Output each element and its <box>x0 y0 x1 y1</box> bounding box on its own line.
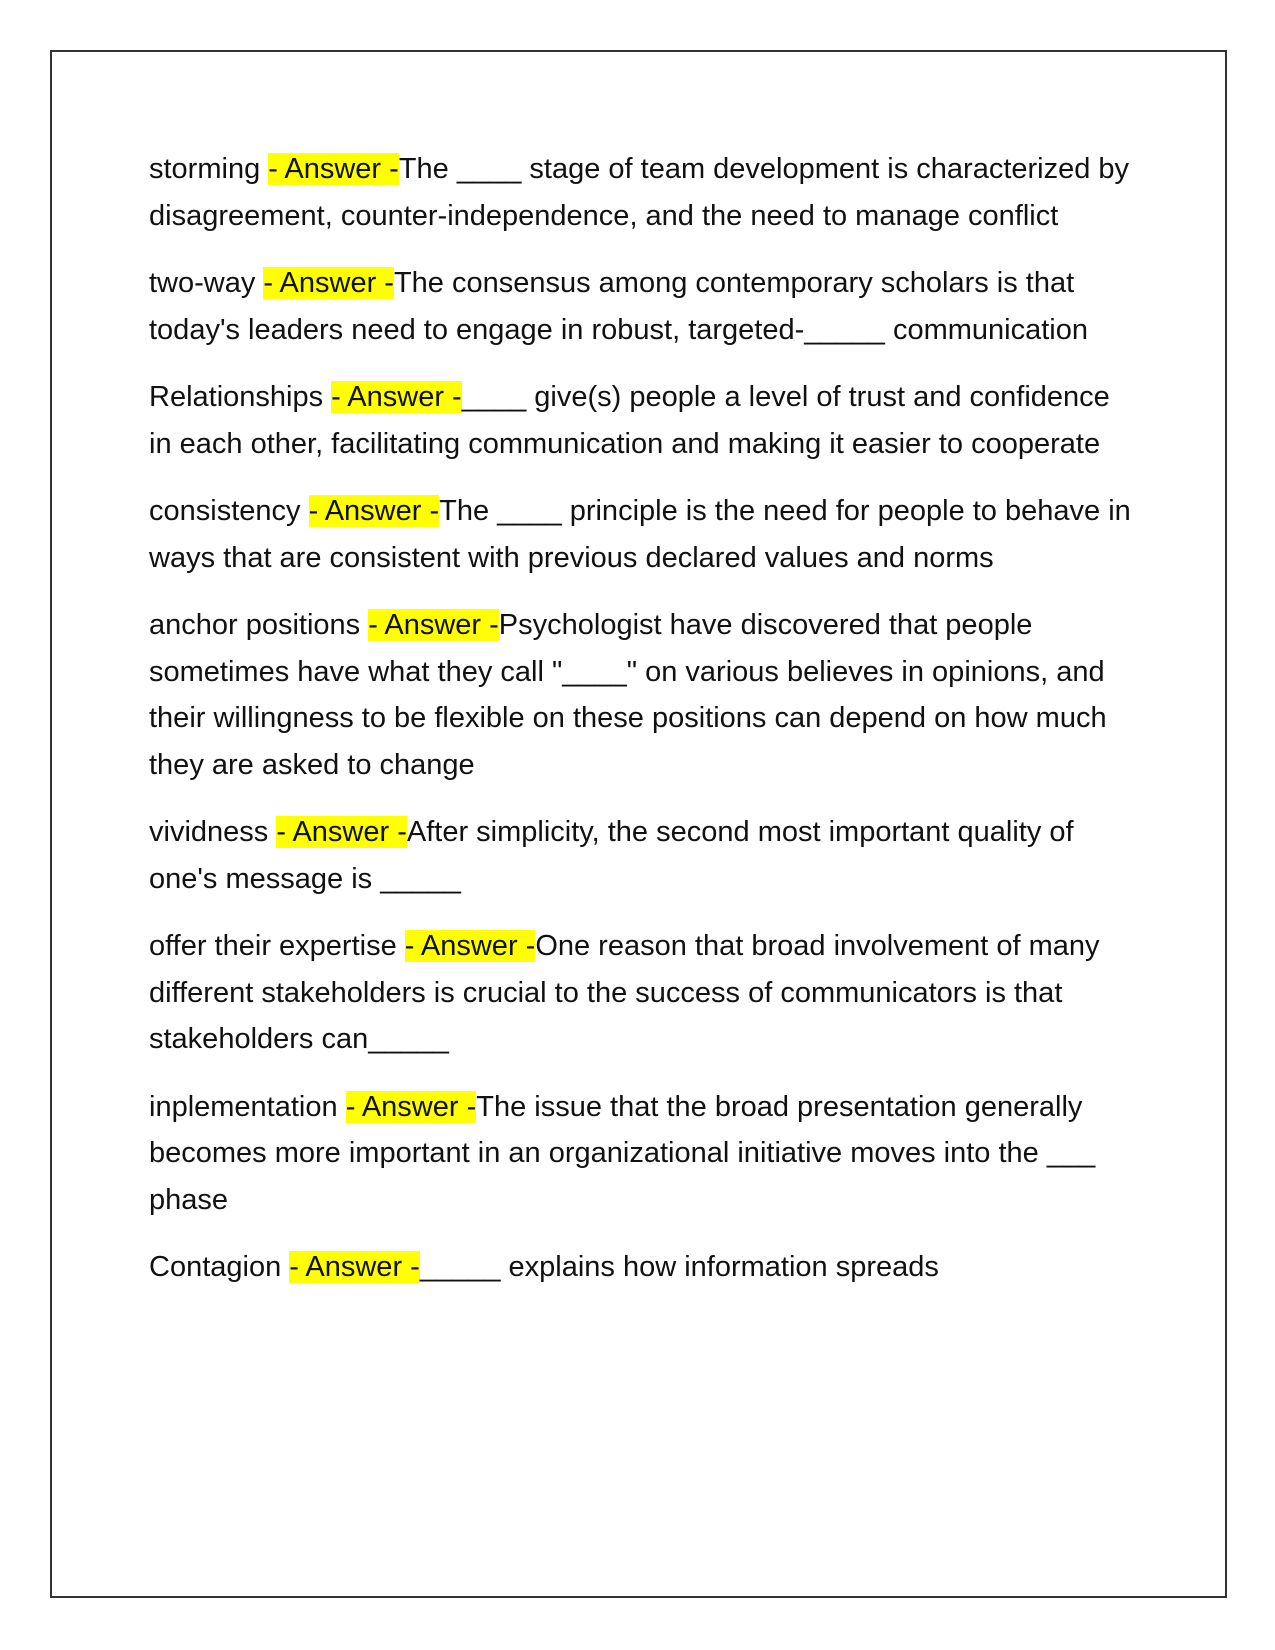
qa-item-consistency <box>149 488 1134 581</box>
answer-term: Relationships <box>149 381 324 413</box>
question-text: One reason that broad involvement of many different stakeholders is crucial to the success of communicators is that stakeholders can_____ <box>149 930 1100 1055</box>
answer-marker-highlight: - Answer - <box>276 816 407 848</box>
question-text: Psychologist have discovered that people sometimes have what they call "____" on various believes in opinions, and their willingness to be flexible on these positions can depend on how much they are asked to change <box>149 609 1107 781</box>
answer-marker-highlight: - Answer - <box>331 381 462 413</box>
flashcard-list <box>149 146 1134 1312</box>
answer-marker-highlight: - Answer - <box>268 153 399 185</box>
answer-marker-highlight: - Answer - <box>308 495 440 527</box>
answer-marker-highlight: - Answer - <box>345 1090 477 1123</box>
answer-term: vividness <box>149 816 269 848</box>
answer-term: anchor positions <box>149 609 361 641</box>
qa-item-vividness <box>149 809 1134 902</box>
qa-item-storming <box>149 146 1134 239</box>
question-text: The ____ stage of team development is characterized by disagreement, counter-independence, and the need to manage conflict <box>149 153 1130 232</box>
question-text: The issue that the broad presentation generally becomes more important in an organizational initiative moves into the ___ phase <box>149 1090 1096 1216</box>
qa-item-relationships <box>149 374 1134 467</box>
question-text: The ____ principle is the need for people to behave in ways that are consistent with previous declared values and norms <box>149 495 1131 574</box>
qa-item-contagion <box>149 1244 1134 1291</box>
question-text: ____ give(s) people a level of trust and confidence in each other, facilitating communication and making it easier to cooperate <box>149 381 1110 460</box>
question-text: The consensus among contemporary scholars is that today's leaders need to engage in robust, targeted-_____ communication <box>149 267 1088 346</box>
qa-item-offer-their-expertise <box>149 923 1134 1063</box>
answer-marker-highlight: - Answer - <box>404 930 536 962</box>
qa-item-anchor-positions <box>149 602 1134 788</box>
answer-marker-highlight: - Answer - <box>263 267 394 299</box>
question-text: _____ explains how information spreads <box>419 1251 939 1283</box>
answer-term: Contagion <box>149 1251 282 1283</box>
answer-term: inplementation <box>149 1090 338 1123</box>
qa-item-inplementation <box>149 1084 1134 1224</box>
answer-term: two-way <box>149 267 256 299</box>
answer-term: storming <box>149 153 261 185</box>
answer-marker-highlight: - Answer - <box>368 609 499 641</box>
answer-term: consistency <box>149 495 301 527</box>
answer-term: offer their expertise <box>149 930 397 962</box>
answer-marker-highlight: - Answer - <box>289 1251 420 1283</box>
question-text: After simplicity, the second most important quality of one's message is _____ <box>149 816 1074 895</box>
qa-item-two-way <box>149 260 1134 353</box>
